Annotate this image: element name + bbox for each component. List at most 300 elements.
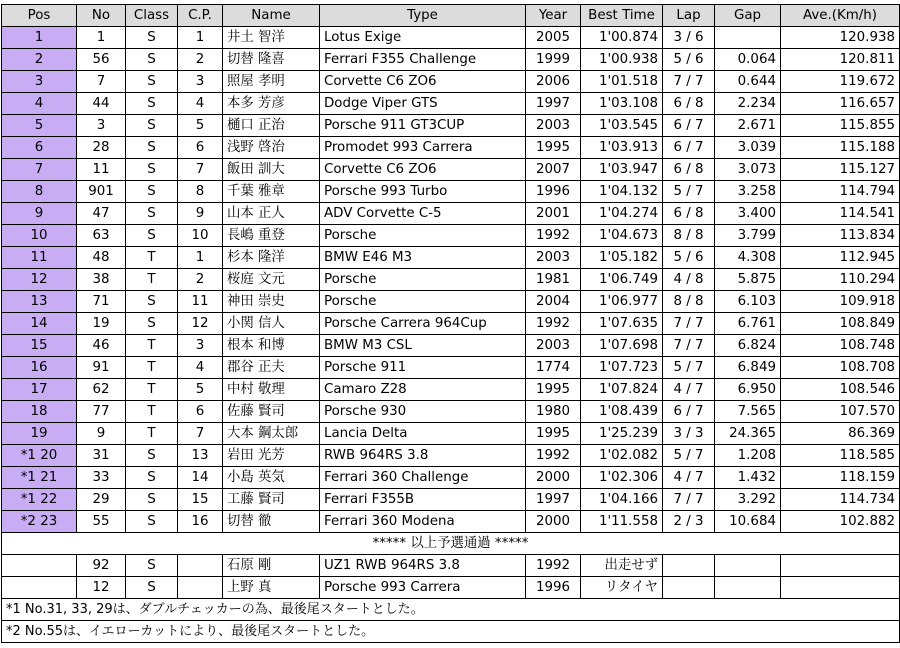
cell-ave: 86.369 — [781, 423, 900, 445]
dnq-gap — [715, 577, 781, 599]
cell-type: Dodge Viper GTS — [320, 93, 526, 115]
dnq-row — [2, 555, 900, 577]
table-row — [2, 423, 900, 445]
cell-pos: *1 20 — [2, 445, 77, 467]
header-no: No — [77, 5, 126, 27]
cell-lap: 2 / 3 — [663, 511, 715, 533]
cell-best-time: 1'06.977 — [581, 291, 663, 313]
cell-lap: 6 / 8 — [663, 93, 715, 115]
cell-cp: 7 — [178, 159, 223, 181]
header-name: Name — [223, 5, 320, 27]
note-row — [2, 621, 900, 643]
cell-class: S — [126, 313, 178, 335]
cell-year: 1774 — [526, 357, 581, 379]
cell-type: Ferrari F355B — [320, 489, 526, 511]
cell-class: T — [126, 401, 178, 423]
cell-year: 2005 — [526, 27, 581, 49]
cell-ave: 120.811 — [781, 49, 900, 71]
cell-year: 1981 — [526, 269, 581, 291]
cell-pos: *2 23 — [2, 511, 77, 533]
cell-type: Promodet 993 Carrera — [320, 137, 526, 159]
cell-pos: 19 — [2, 423, 77, 445]
table-row — [2, 181, 900, 203]
cell-class: T — [126, 269, 178, 291]
cell-name: 中村 敬理 — [223, 379, 320, 401]
dnq-name: 上野 真 — [223, 577, 320, 599]
cell-class: T — [126, 423, 178, 445]
table-row — [2, 93, 900, 115]
cell-class: S — [126, 467, 178, 489]
cell-class: S — [126, 203, 178, 225]
cell-best-time: 1'04.673 — [581, 225, 663, 247]
cell-best-time: 1'08.439 — [581, 401, 663, 423]
cell-gap: 6.761 — [715, 313, 781, 335]
cell-ave: 115.188 — [781, 137, 900, 159]
table-row — [2, 269, 900, 291]
cell-no: 62 — [77, 379, 126, 401]
cell-cp: 5 — [178, 115, 223, 137]
header-cp: C.P. — [178, 5, 223, 27]
cell-ave: 115.127 — [781, 159, 900, 181]
cell-year: 2003 — [526, 247, 581, 269]
cell-no: 91 — [77, 357, 126, 379]
dnq-lap — [663, 577, 715, 599]
cell-class: S — [126, 445, 178, 467]
cell-best-time: 1'01.518 — [581, 71, 663, 93]
cell-type: Lotus Exige — [320, 27, 526, 49]
cell-type: Corvette C6 ZO6 — [320, 71, 526, 93]
cell-cp: 6 — [178, 137, 223, 159]
cell-no: 3 — [77, 115, 126, 137]
cell-lap: 7 / 7 — [663, 489, 715, 511]
footnote-2: *2 No.55は、イエローカットにより、最後尾スタートとした。 — [2, 621, 900, 643]
cell-name: 照屋 孝明 — [223, 71, 320, 93]
cell-name: 千葉 雅章 — [223, 181, 320, 203]
cell-type: BMW M3 CSL — [320, 335, 526, 357]
table-row — [2, 401, 900, 423]
table-row — [2, 357, 900, 379]
cell-name: 浅野 啓治 — [223, 137, 320, 159]
cell-gap: 3.799 — [715, 225, 781, 247]
cell-no: 71 — [77, 291, 126, 313]
cell-name: 飯田 訓大 — [223, 159, 320, 181]
table-row — [2, 71, 900, 93]
cell-name: 切替 徹 — [223, 511, 320, 533]
cell-type: Porsche — [320, 225, 526, 247]
cell-gap: 4.308 — [715, 247, 781, 269]
cell-lap: 5 / 6 — [663, 247, 715, 269]
cell-cp: 2 — [178, 49, 223, 71]
cell-name: 長嶋 重登 — [223, 225, 320, 247]
dnq-lap — [663, 555, 715, 577]
cell-no: 31 — [77, 445, 126, 467]
cell-best-time: 1'11.558 — [581, 511, 663, 533]
cell-ave: 114.734 — [781, 489, 900, 511]
cell-year: 2006 — [526, 71, 581, 93]
cell-no: 29 — [77, 489, 126, 511]
table-row — [2, 137, 900, 159]
header-pos: Pos — [2, 5, 77, 27]
table-row — [2, 313, 900, 335]
cell-name: 桜庭 文元 — [223, 269, 320, 291]
cell-gap: 1.432 — [715, 467, 781, 489]
cell-cp: 13 — [178, 445, 223, 467]
cell-cp: 2 — [178, 269, 223, 291]
header-lap: Lap — [663, 5, 715, 27]
table-row — [2, 379, 900, 401]
cell-type: Porsche Carrera 964Cup — [320, 313, 526, 335]
cell-lap: 4 / 7 — [663, 467, 715, 489]
separator-row — [2, 533, 900, 555]
table-row — [2, 335, 900, 357]
cell-lap: 5 / 7 — [663, 357, 715, 379]
cell-ave: 110.294 — [781, 269, 900, 291]
cell-gap: 2.234 — [715, 93, 781, 115]
cell-ave: 113.834 — [781, 225, 900, 247]
cell-gap: 7.565 — [715, 401, 781, 423]
cell-best-time: 1'04.132 — [581, 181, 663, 203]
cell-gap: 6.824 — [715, 335, 781, 357]
cell-type: Porsche 993 Turbo — [320, 181, 526, 203]
cell-best-time: 1'07.635 — [581, 313, 663, 335]
cell-gap: 6.103 — [715, 291, 781, 313]
cell-type: RWB 964RS 3.8 — [320, 445, 526, 467]
cell-gap: 10.684 — [715, 511, 781, 533]
header-class: Class — [126, 5, 178, 27]
dnq-class: S — [126, 555, 178, 577]
cell-year: 1992 — [526, 445, 581, 467]
cell-type: Ferrari F355 Challenge — [320, 49, 526, 71]
cell-type: Corvette C6 ZO6 — [320, 159, 526, 181]
cell-type: Ferrari 360 Challenge — [320, 467, 526, 489]
table-row — [2, 225, 900, 247]
cell-pos: 4 — [2, 93, 77, 115]
cell-gap: 3.258 — [715, 181, 781, 203]
cell-lap: 7 / 7 — [663, 71, 715, 93]
cell-no: 28 — [77, 137, 126, 159]
cell-no: 63 — [77, 225, 126, 247]
cell-gap: 2.671 — [715, 115, 781, 137]
cell-no: 1 — [77, 27, 126, 49]
cell-class: S — [126, 159, 178, 181]
cell-gap: 3.039 — [715, 137, 781, 159]
footnote-1: *1 No.31, 33, 29は、ダブルチェッカーの為、最後尾スタートとした。 — [2, 599, 900, 621]
dnq-gap — [715, 555, 781, 577]
cell-year: 1997 — [526, 93, 581, 115]
cell-pos: 16 — [2, 357, 77, 379]
cell-pos: 9 — [2, 203, 77, 225]
cell-class: S — [126, 27, 178, 49]
cell-name: 切替 隆喜 — [223, 49, 320, 71]
cell-class: S — [126, 93, 178, 115]
cell-name: 郡谷 正夫 — [223, 357, 320, 379]
cell-class: S — [126, 49, 178, 71]
cell-best-time: 1'25.239 — [581, 423, 663, 445]
extra-body — [2, 533, 900, 643]
cell-cp: 4 — [178, 357, 223, 379]
cell-gap: 6.849 — [715, 357, 781, 379]
cell-name: 山本 正人 — [223, 203, 320, 225]
cell-pos: *1 22 — [2, 489, 77, 511]
cell-lap: 8 / 8 — [663, 291, 715, 313]
cell-lap: 6 / 7 — [663, 401, 715, 423]
cell-cp: 11 — [178, 291, 223, 313]
cell-ave: 115.855 — [781, 115, 900, 137]
cell-name: 根本 和博 — [223, 335, 320, 357]
cell-best-time: 1'00.874 — [581, 27, 663, 49]
cell-no: 55 — [77, 511, 126, 533]
cell-class: S — [126, 71, 178, 93]
cell-name: 井土 智洋 — [223, 27, 320, 49]
cell-name: 樋口 正治 — [223, 115, 320, 137]
cell-lap: 3 / 3 — [663, 423, 715, 445]
cell-pos: 11 — [2, 247, 77, 269]
cell-year: 1995 — [526, 137, 581, 159]
cell-type: Porsche — [320, 269, 526, 291]
results-table-wrapper — [1, 4, 900, 643]
cell-year: 1996 — [526, 181, 581, 203]
cell-cp: 1 — [178, 27, 223, 49]
cell-ave: 112.945 — [781, 247, 900, 269]
cell-class: S — [126, 511, 178, 533]
cell-name: 本多 芳彦 — [223, 93, 320, 115]
cell-lap: 6 / 7 — [663, 115, 715, 137]
cell-gap: 24.365 — [715, 423, 781, 445]
cell-cp: 3 — [178, 335, 223, 357]
cell-no: 48 — [77, 247, 126, 269]
cell-gap: 6.950 — [715, 379, 781, 401]
results-body — [2, 27, 900, 533]
cell-year: 1992 — [526, 313, 581, 335]
cell-year: 2001 — [526, 203, 581, 225]
cell-pos: 2 — [2, 49, 77, 71]
cell-type: Porsche — [320, 291, 526, 313]
cell-cp: 6 — [178, 401, 223, 423]
cell-lap: 6 / 8 — [663, 203, 715, 225]
cell-class: S — [126, 225, 178, 247]
cell-year: 2000 — [526, 511, 581, 533]
dnq-pos — [2, 555, 77, 577]
cell-type: Porsche 930 — [320, 401, 526, 423]
cell-pos: 5 — [2, 115, 77, 137]
cell-best-time: 1'05.182 — [581, 247, 663, 269]
cell-cp: 8 — [178, 181, 223, 203]
cell-best-time: 1'00.938 — [581, 49, 663, 71]
cell-no: 56 — [77, 49, 126, 71]
table-row — [2, 203, 900, 225]
cell-type: ADV Corvette C-5 — [320, 203, 526, 225]
cell-best-time: 1'04.274 — [581, 203, 663, 225]
header-year: Year — [526, 5, 581, 27]
dnq-type: Porsche 993 Carrera — [320, 577, 526, 599]
cell-pos: *1 21 — [2, 467, 77, 489]
cell-no: 7 — [77, 71, 126, 93]
cell-best-time: 1'06.749 — [581, 269, 663, 291]
cell-no: 901 — [77, 181, 126, 203]
cell-best-time: 1'07.824 — [581, 379, 663, 401]
cell-year: 1995 — [526, 423, 581, 445]
cell-best-time: 1'02.082 — [581, 445, 663, 467]
dnq-class: S — [126, 577, 178, 599]
cell-name: 岩田 光芳 — [223, 445, 320, 467]
dnq-year: 1996 — [526, 577, 581, 599]
cell-gap: 5.875 — [715, 269, 781, 291]
cell-cp: 9 — [178, 203, 223, 225]
dnq-type: UZ1 RWB 964RS 3.8 — [320, 555, 526, 577]
cell-cp: 1 — [178, 247, 223, 269]
cell-year: 1980 — [526, 401, 581, 423]
cell-pos: 14 — [2, 313, 77, 335]
cell-year: 2003 — [526, 335, 581, 357]
cell-ave: 108.546 — [781, 379, 900, 401]
cell-name: 杉本 隆洋 — [223, 247, 320, 269]
cell-best-time: 1'02.306 — [581, 467, 663, 489]
cell-class: S — [126, 291, 178, 313]
cell-type: Porsche 911 GT3CUP — [320, 115, 526, 137]
cell-no: 44 — [77, 93, 126, 115]
cell-lap: 4 / 8 — [663, 269, 715, 291]
dnq-status: 出走せず — [581, 555, 663, 577]
cell-type: Ferrari 360 Modena — [320, 511, 526, 533]
cell-best-time: 1'03.947 — [581, 159, 663, 181]
cell-lap: 8 / 8 — [663, 225, 715, 247]
cell-no: 33 — [77, 467, 126, 489]
dnq-row — [2, 577, 900, 599]
header-gap: Gap — [715, 5, 781, 27]
cell-gap: 0.644 — [715, 71, 781, 93]
dnq-status: リタイヤ — [581, 577, 663, 599]
cell-year: 1992 — [526, 225, 581, 247]
cell-no: 77 — [77, 401, 126, 423]
cell-lap: 5 / 7 — [663, 445, 715, 467]
dnq-no: 12 — [77, 577, 126, 599]
cell-cp: 15 — [178, 489, 223, 511]
cell-gap: 3.400 — [715, 203, 781, 225]
cell-cp: 12 — [178, 313, 223, 335]
header-type: Type — [320, 5, 526, 27]
cell-year: 1995 — [526, 379, 581, 401]
cell-lap: 5 / 6 — [663, 49, 715, 71]
cell-name: 小島 英気 — [223, 467, 320, 489]
cell-gap: 1.208 — [715, 445, 781, 467]
cell-cp: 10 — [178, 225, 223, 247]
dnq-name: 石原 剛 — [223, 555, 320, 577]
cell-no: 47 — [77, 203, 126, 225]
cell-pos: 18 — [2, 401, 77, 423]
cell-type: BMW E46 M3 — [320, 247, 526, 269]
cell-class: T — [126, 379, 178, 401]
cell-gap: 3.073 — [715, 159, 781, 181]
cell-pos: 1 — [2, 27, 77, 49]
cell-ave: 118.585 — [781, 445, 900, 467]
table-row — [2, 511, 900, 533]
cell-year: 1997 — [526, 489, 581, 511]
cell-cp: 5 — [178, 379, 223, 401]
cell-name: 大本 鋼太郎 — [223, 423, 320, 445]
cell-best-time: 1'07.698 — [581, 335, 663, 357]
cell-class: T — [126, 247, 178, 269]
cell-pos: 6 — [2, 137, 77, 159]
cell-pos: 10 — [2, 225, 77, 247]
cell-year: 2004 — [526, 291, 581, 313]
cell-gap: 0.064 — [715, 49, 781, 71]
cell-ave: 108.748 — [781, 335, 900, 357]
qualified-separator: ***** 以上予選通過 ***** — [2, 533, 900, 555]
cell-lap: 4 / 7 — [663, 379, 715, 401]
cell-best-time: 1'04.166 — [581, 489, 663, 511]
cell-ave: 114.541 — [781, 203, 900, 225]
cell-no: 46 — [77, 335, 126, 357]
cell-pos: 8 — [2, 181, 77, 203]
cell-year: 2003 — [526, 115, 581, 137]
cell-pos: 7 — [2, 159, 77, 181]
table-row — [2, 291, 900, 313]
cell-ave: 107.570 — [781, 401, 900, 423]
cell-type: Porsche 911 — [320, 357, 526, 379]
dnq-no: 92 — [77, 555, 126, 577]
cell-name: 神田 崇史 — [223, 291, 320, 313]
cell-ave: 114.794 — [781, 181, 900, 203]
cell-best-time: 1'07.723 — [581, 357, 663, 379]
table-row — [2, 159, 900, 181]
cell-lap: 3 / 6 — [663, 27, 715, 49]
cell-name: 小関 信人 — [223, 313, 320, 335]
dnq-cp — [178, 577, 223, 599]
cell-pos: 3 — [2, 71, 77, 93]
cell-lap: 7 / 7 — [663, 313, 715, 335]
cell-class: S — [126, 137, 178, 159]
cell-cp: 3 — [178, 71, 223, 93]
cell-year: 2007 — [526, 159, 581, 181]
table-row — [2, 247, 900, 269]
cell-type: Lancia Delta — [320, 423, 526, 445]
cell-class: T — [126, 357, 178, 379]
cell-ave: 120.938 — [781, 27, 900, 49]
cell-lap: 5 / 7 — [663, 181, 715, 203]
cell-name: 工藤 賢司 — [223, 489, 320, 511]
cell-no: 9 — [77, 423, 126, 445]
cell-class: T — [126, 335, 178, 357]
cell-lap: 6 / 8 — [663, 159, 715, 181]
results-table — [1, 4, 900, 643]
dnq-pos — [2, 577, 77, 599]
table-row — [2, 115, 900, 137]
cell-no: 11 — [77, 159, 126, 181]
cell-best-time: 1'03.913 — [581, 137, 663, 159]
cell-ave: 108.708 — [781, 357, 900, 379]
note-row — [2, 599, 900, 621]
table-row — [2, 445, 900, 467]
cell-cp: 14 — [178, 467, 223, 489]
cell-ave: 116.657 — [781, 93, 900, 115]
cell-cp: 7 — [178, 423, 223, 445]
header-ave: Ave.(Km/h) — [781, 5, 900, 27]
cell-ave: 109.918 — [781, 291, 900, 313]
cell-pos: 17 — [2, 379, 77, 401]
cell-ave: 102.882 — [781, 511, 900, 533]
cell-name: 佐藤 賢司 — [223, 401, 320, 423]
cell-ave: 118.159 — [781, 467, 900, 489]
dnq-ave — [781, 555, 900, 577]
cell-ave: 108.849 — [781, 313, 900, 335]
cell-class: S — [126, 489, 178, 511]
dnq-year: 1992 — [526, 555, 581, 577]
table-row — [2, 489, 900, 511]
cell-ave: 119.672 — [781, 71, 900, 93]
cell-pos: 15 — [2, 335, 77, 357]
cell-cp: 16 — [178, 511, 223, 533]
dnq-cp — [178, 555, 223, 577]
